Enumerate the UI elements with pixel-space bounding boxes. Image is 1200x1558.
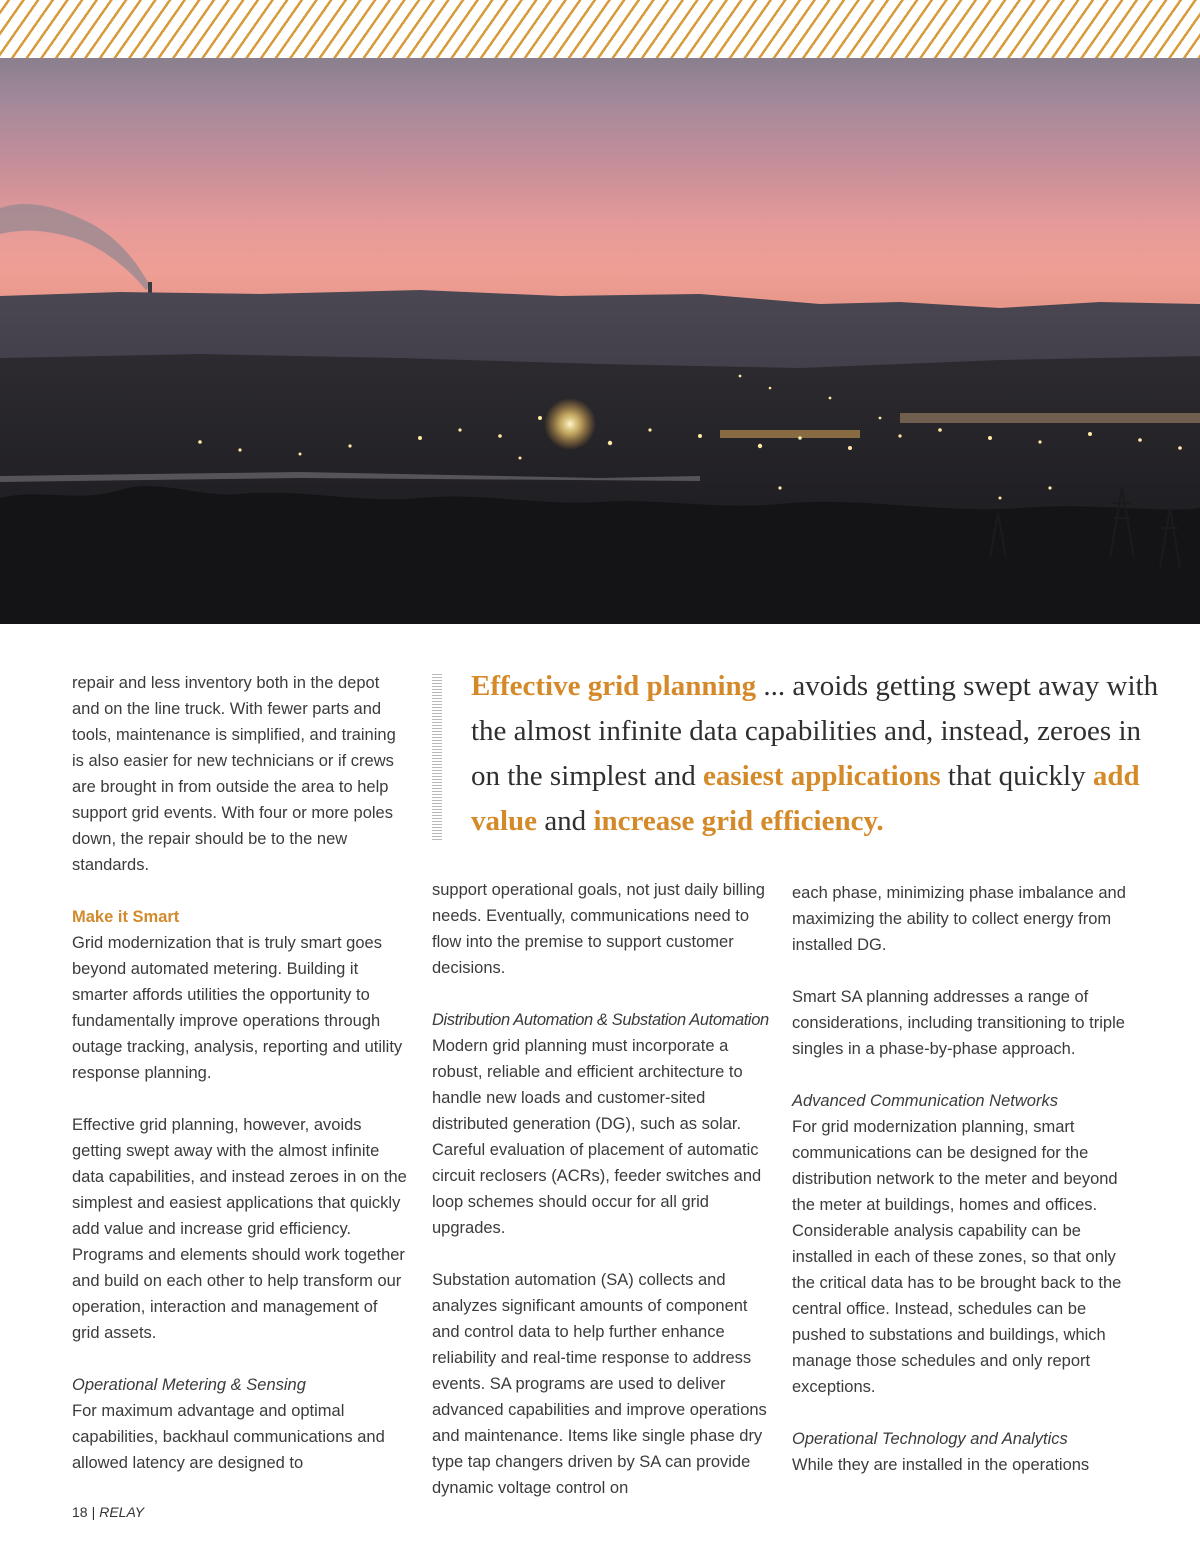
hero-photo xyxy=(0,58,1200,624)
article-column-1 xyxy=(72,670,407,1476)
pull-quote-text: ... avoids getting swept away with the almost infinite data capabilities and, instead, zeroes in on the simplest and xyxy=(471,670,1159,792)
body-paragraph: Grid modernization that is truly smart goes beyond automated metering. Building it smarter affords utilities the opportunity to fundamentally improve operations through outage tracking, analysis, reporting and utility response planning. xyxy=(72,934,403,1082)
pull-quote-text: that quickly xyxy=(940,760,1093,792)
body-paragraph: Modern grid planning must incorporate a robust, reliable and efficient architecture to handle new loads and customer-sited distributed generation (DG), such as solar. Careful evaluation of placement of automatic circuit reclosers (ACRs), feeder switches and loop schemes should occur for all grid upgrades. xyxy=(432,1037,762,1237)
sunset-city-illustration xyxy=(0,58,1200,624)
pull-quote-highlight: easiest applications xyxy=(702,760,941,792)
body-paragraph: repair and less inventory both in the depot and on the line truck. With fewer parts and tools, maintenance is simplified, and training is also easier for new technicians or if crews are brought in from outside the area to help support grid events. With four or more poles down, the repair should be to the new standards. xyxy=(72,674,396,874)
body-paragraph: For grid modernization planning, smart communications can be designed for the distribution network to the meter and beyond the meter at buildings, homes and offices. Considerable analysis capability can be installed in each of these zones, so that only the critical data has to be brought back to the central office. Instead, schedules can be pushed to substations and buildings, which manage those schedules and only report exceptions. xyxy=(792,1118,1122,1396)
magazine-name: RELAY xyxy=(99,1504,145,1520)
pull-quote xyxy=(471,664,1171,844)
body-paragraph: For maximum advantage and optimal capabilities, backhaul communications and allowed latency are designed to xyxy=(72,1402,385,1472)
body-paragraph: While they are installed in the operations xyxy=(792,1456,1090,1474)
pull-quote-highlight: increase grid efficiency. xyxy=(593,805,884,837)
page-footer xyxy=(72,1504,144,1520)
section-heading: Make it Smart xyxy=(72,908,180,926)
subsection-heading: Advanced Communication Networks xyxy=(792,1092,1058,1110)
article-column-2 xyxy=(432,877,777,1501)
article-column-3 xyxy=(792,880,1127,1478)
pull-quote-text: and xyxy=(537,805,594,837)
pull-quote-highlight: Effective grid planning xyxy=(471,670,757,702)
body-paragraph: each phase, minimizing phase imbalance and maximizing the ability to collect energy from installed DG. xyxy=(792,884,1126,954)
subsection-heading: Distribution Automation & Substation Automation xyxy=(432,1011,769,1029)
footer-separator: | xyxy=(91,1504,96,1520)
subsection-heading: Operational Technology and Analytics xyxy=(792,1430,1068,1448)
pull-quote-rule xyxy=(432,674,442,842)
body-paragraph: support operational goals, not just daily billing needs. Eventually, communications need to flow into the premise to support customer decisions. xyxy=(432,881,765,977)
body-paragraph: Effective grid planning, however, avoids getting swept away with the almost infinite data capabilities, and instead zeroes in on the simplest and easiest applications that quickly add value and increase grid efficiency. Programs and elements should work together and build on each other to help transform our operation, interaction and management of grid assets. xyxy=(72,1116,407,1342)
body-paragraph: Smart SA planning addresses a range of considerations, including transitioning to triple singles in a phase-by-phase approach. xyxy=(792,988,1125,1058)
page-number: 18 xyxy=(72,1504,88,1520)
decorative-hatch-band xyxy=(0,0,1200,58)
pull-quote-highlight: add value xyxy=(471,760,1140,837)
subsection-heading: Operational Metering & Sensing xyxy=(72,1376,306,1394)
body-paragraph: Substation automation (SA) collects and analyzes significant amounts of component and control data to help further enhance reliability and real-time response to address events. SA programs are used to deliver advanced capabilities and improve operations and maintenance. Items like single phase dry type tap changers driven by SA can provide dynamic voltage control on xyxy=(432,1271,767,1497)
